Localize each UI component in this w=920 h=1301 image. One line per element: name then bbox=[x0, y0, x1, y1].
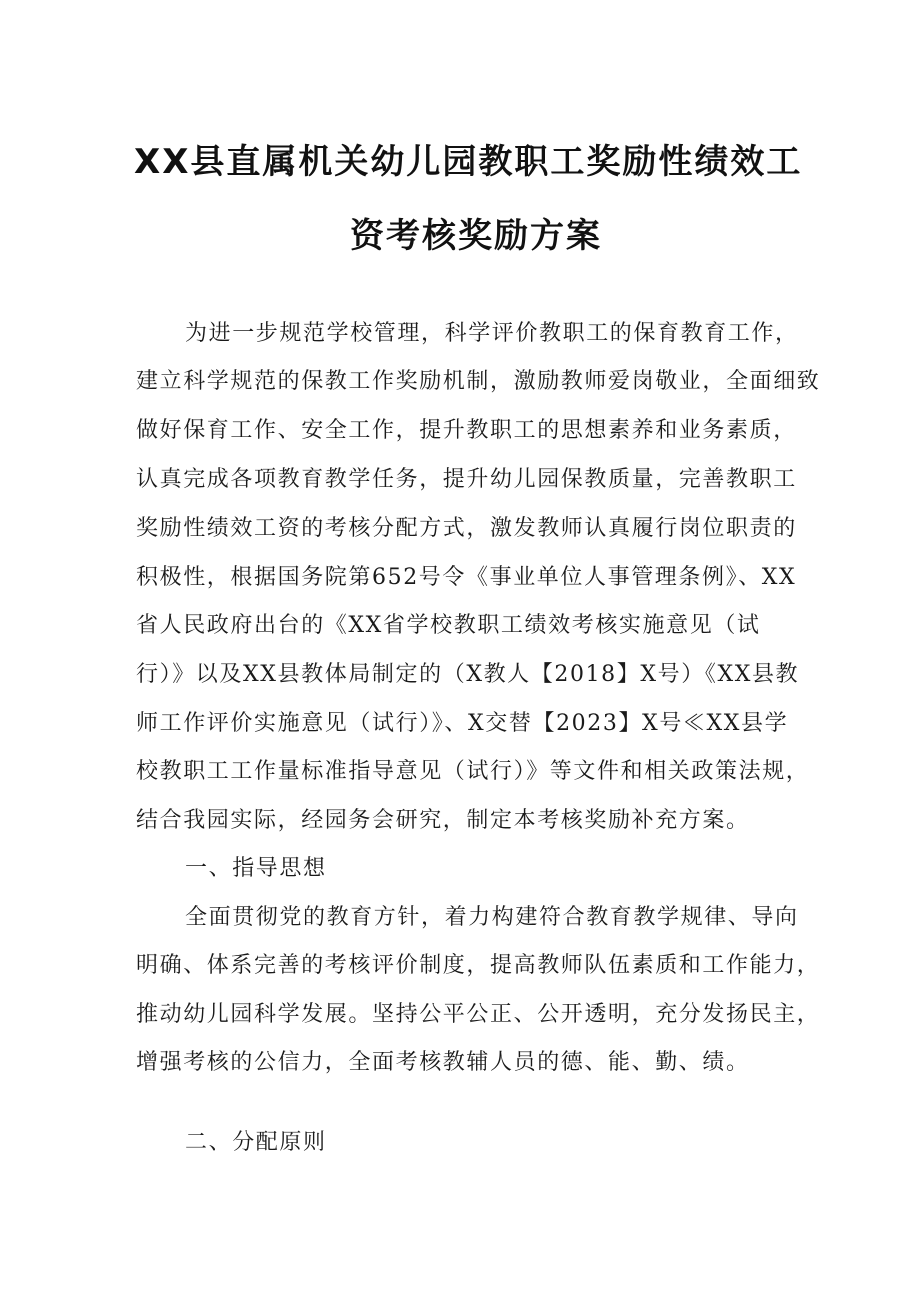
paragraph-line: 积极性，根据国务院第652号令《事业单位人事管理条例》、XX bbox=[136, 565, 797, 590]
paragraph-line: 校教职工工作量标准指导意见（试行）》等文件和相关政策法规， bbox=[136, 759, 810, 784]
paragraph-line: 奖励性绩效工资的考核分配方式，激发教师认真履行岗位职责的 bbox=[136, 516, 797, 541]
paragraph-line: 明确、体系完善的考核评价制度，提高教师队伍素质和工作能力， bbox=[136, 953, 821, 978]
paragraph-line: 做好保育工作、安全工作，提升教职工的思想素养和业务素质， bbox=[136, 418, 797, 443]
paragraph-line: 行）》以及XX县教体局制定的（X教人【2018】X号）《XX县教 bbox=[136, 662, 800, 687]
paragraph-line: 增强考核的公信力，全面考核教辅人员的德、能、勤、绩。 bbox=[136, 1050, 750, 1075]
paragraph-line: 师工作评价实施意见（试行）》、X交替【2023】X号≪XX县学 bbox=[136, 711, 789, 736]
paragraph-line: 推动幼儿园科学发展。坚持公平公正、公开透明，充分发扬民主， bbox=[136, 1002, 821, 1027]
document-title-line-2: 资考核奖励方案 bbox=[350, 216, 602, 256]
paragraph-line: 全面贯彻党的教育方针，着力构建符合教育教学规律、导向 bbox=[185, 905, 799, 930]
paragraph-line: 省人民政府出台的《XX省学校教职工绩效考核实施意见（试 bbox=[136, 613, 761, 638]
paragraph-line: 建立科学规范的保教工作奖励机制，激励教师爱岗敬业，全面细致 bbox=[136, 369, 821, 394]
paragraph-line: 认真完成各项教育教学任务，提升幼儿园保教质量，完善教职工 bbox=[136, 467, 797, 492]
section-heading-distribution-principles: 二、分配原则 bbox=[185, 1130, 327, 1155]
paragraph-line: 为进一步规范学校管理，科学评价教职工的保育教育工作， bbox=[185, 321, 799, 346]
section-heading-guiding-ideology: 一、指导思想 bbox=[185, 856, 327, 881]
paragraph-line: 结合我园实际，经园务会研究，制定本考核奖励补充方案。 bbox=[136, 808, 750, 833]
document-title-line-1: XX县直属机关幼儿园教职工奖励性绩效工 bbox=[134, 142, 803, 182]
